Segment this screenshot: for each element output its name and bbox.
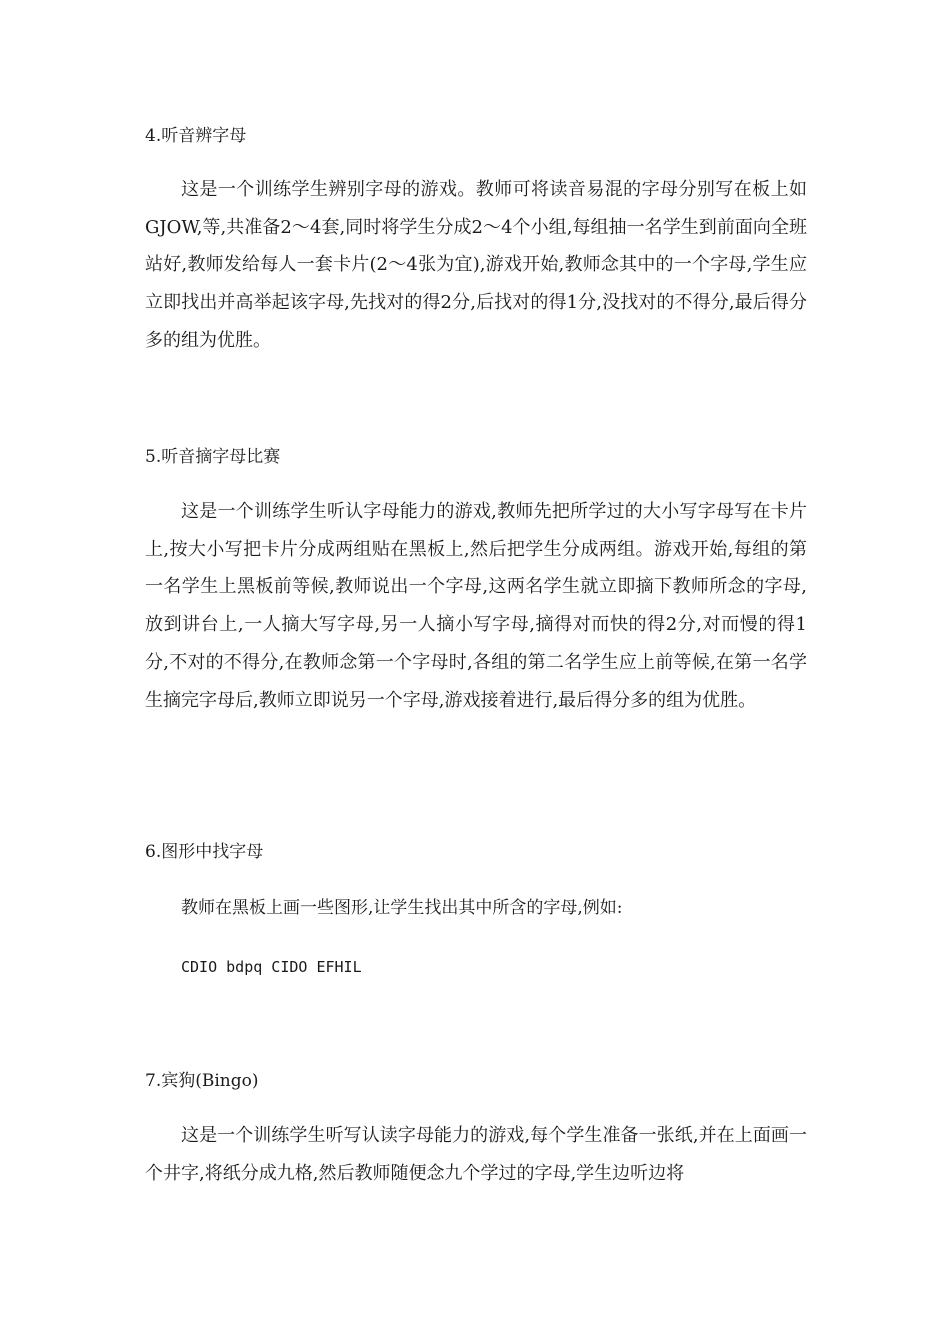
section-heading-4: 4.听音辨字母 bbox=[145, 126, 247, 146]
section-intro-6: 教师在黑板上画一些图形,让学生找出其中所含的字母,例如: bbox=[181, 898, 623, 918]
section-heading-5: 5.听音摘字母比赛 bbox=[145, 447, 281, 467]
section-heading-6: 6.图形中找字母 bbox=[145, 842, 264, 862]
section-paragraph-5: 这是一个训练学生听认字母能力的游戏,教师先把所学过的大小写字母写在卡片上,按大小写把卡片分成两组贴在黑板上,然后把学生分成两组。游戏开始,每组的第一名学生上黑板前等候,教师说出一个字母,这两名学生就立即摘下教师所念的字母,放到讲台上,一人摘大写字母,另一人摘小写字母,摘得对而快的得2分,对而慢的得1分,不对的不得分,在教师念第一个字母时,各组的第二名学生应上前等候,在第一名学生摘完字母后,教师立即说另一个字母,游戏接着进行,最后得分多的组为优胜。 bbox=[145, 501, 807, 711]
section-heading-7: 7.宾狗(Bingo) bbox=[145, 1071, 259, 1091]
section-paragraph-7: 这是一个训练学生听写认读字母能力的游戏,每个学生准备一张纸,并在上面画一个井字,将纸分成九格,然后教师随便念九个学过的字母,学生边听边将 bbox=[145, 1125, 807, 1184]
section-paragraph-4: 这是一个训练学生辨别字母的游戏。教师可将读音易混的字母分别写在板上如GJOW,等,共准备2～4套,同时将学生分成2～4个小组,每组抽一名学生到前面向全班站好,教师发给每人一套卡片(2～4张为宜),游戏开始,教师念其中的一个字母,学生应立即找出并高举起该字母,先找对的得2分,后找对的得1分,没找对的不得分,最后得分多的组为优胜。 bbox=[145, 179, 807, 351]
letter-example-line: CDIO bdpq CIDO EFHIL bbox=[181, 958, 362, 976]
